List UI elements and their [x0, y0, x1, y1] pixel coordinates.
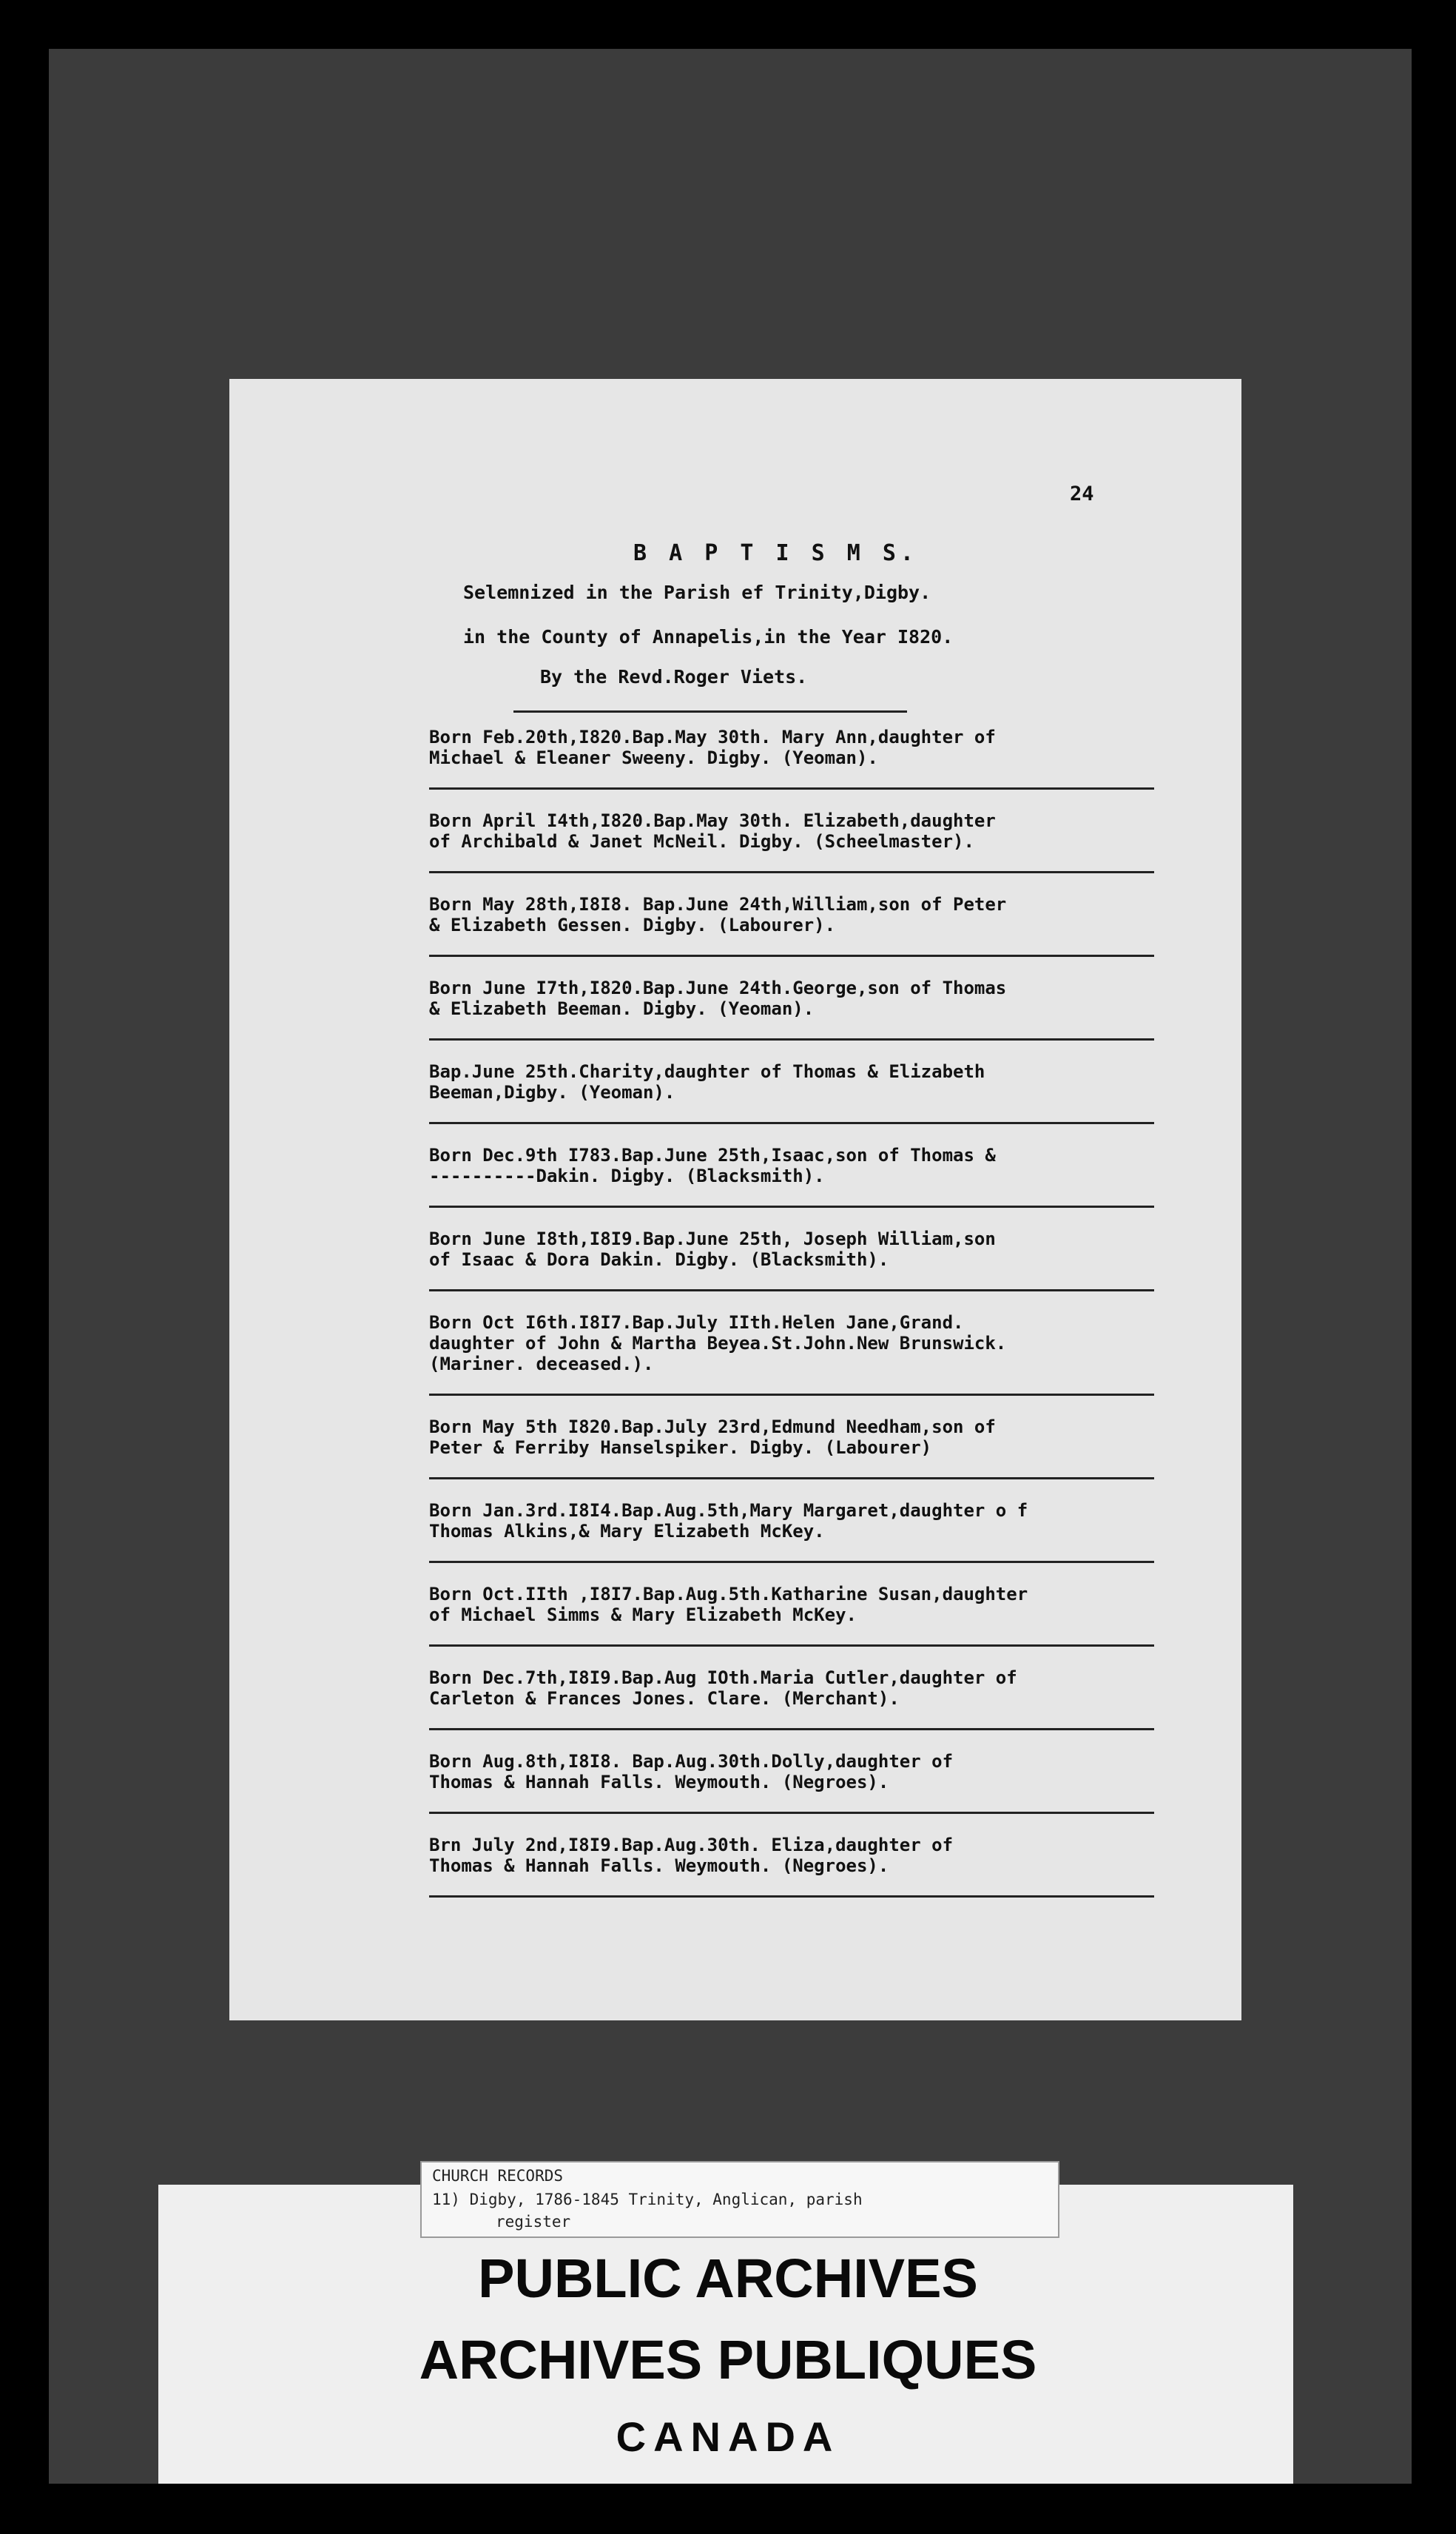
page-title: B A P T I S M S.: [633, 540, 918, 566]
entry-line: ----------Dakin. Digby. (Blacksmith).: [429, 1166, 825, 1186]
entry-line: Born May 28th,I8I8. Bap.June 24th,William,son of Peter: [429, 894, 1007, 915]
entry-line: (Mariner. deceased.).: [429, 1354, 654, 1374]
heading-officiant: By the Revd.Roger Viets.: [540, 666, 808, 688]
entry-divider: [429, 1895, 1154, 1898]
entry-divider: [429, 871, 1154, 873]
heading-county: in the County of Annapelis,in the Year I820.: [463, 626, 954, 648]
entry-divider: [429, 1289, 1154, 1291]
archive-country: CANADA: [616, 2413, 840, 2460]
entry-divider: [429, 1477, 1154, 1479]
entry-line: Born Oct.IIth ,I8I7.Bap.Aug.5th.Katharine Susan,daughter: [429, 1584, 1028, 1604]
baptism-entry: [429, 1309, 1154, 1414]
entry-line: Born April I4th,I820.Bap.May 30th. Elizabeth,daughter: [429, 810, 996, 831]
entry-divider: [429, 1561, 1154, 1563]
heading-parish: Selemnized in the Parish ef Trinity,Digby.: [463, 582, 931, 603]
page-number: 24: [1070, 483, 1094, 505]
entry-line: Peter & Ferriby Hanselspiker. Digby. (Labourer): [429, 1437, 932, 1458]
tag-category: CHURCH RECORDS: [432, 2167, 564, 2185]
baptism-entry: [429, 1142, 1154, 1226]
entry-line: Brn July 2nd,I8I9.Bap.Aug.30th. Eliza,daughter of: [429, 1835, 954, 1855]
record-tag: [420, 2161, 1059, 2238]
entry-line: of Michael Simms & Mary Elizabeth McKey.: [429, 1604, 857, 1625]
entry-line: Born June I7th,I820.Bap.June 24th.George,son of Thomas: [429, 978, 1007, 998]
entry-line: Beeman,Digby. (Yeoman).: [429, 1082, 675, 1103]
baptism-entry: [429, 891, 1154, 975]
entry-line: of Isaac & Dora Dakin. Digby. (Blacksmith).: [429, 1249, 889, 1270]
entry-line: Born Dec.9th I783.Bap.June 25th,Isaac,son of Thomas &: [429, 1145, 996, 1166]
entry-line: Michael & Eleaner Sweeny. Digby. (Yeoman).: [429, 747, 878, 768]
entry-divider: [429, 1122, 1154, 1124]
entry-line: & Elizabeth Beeman. Digby. (Yeoman).: [429, 998, 815, 1019]
entry-line: Carleton & Frances Jones. Clare. (Merchant).: [429, 1688, 900, 1709]
archive-name-fr: ARCHIVES PUBLIQUES: [419, 2329, 1037, 2390]
entry-line: Thomas & Hannah Falls. Weymouth. (Negroes).: [429, 1772, 889, 1792]
entry-divider: [429, 1038, 1154, 1041]
entry-divider: [429, 1644, 1154, 1647]
baptism-entry: [429, 1497, 1154, 1581]
entry-line: Born Oct I6th.I8I7.Bap.July IIth.Helen Jane,Grand.: [429, 1312, 964, 1333]
entry-divider: [429, 1206, 1154, 1208]
entry-line: Born Aug.8th,I8I8. Bap.Aug.30th.Dolly,daughter of: [429, 1751, 954, 1772]
entry-line: daughter of John & Martha Beyea.St.John.New Brunswick.: [429, 1333, 1007, 1354]
baptism-entry: [429, 1832, 1154, 1915]
entry-divider: [429, 1728, 1154, 1730]
entry-line: Thomas & Hannah Falls. Weymouth. (Negroes).: [429, 1855, 889, 1876]
entry-divider: [429, 787, 1154, 790]
entry-line: Born Dec.7th,I8I9.Bap.Aug IOth.Maria Cutler,daughter of: [429, 1667, 1017, 1688]
heading-divider: [513, 710, 907, 713]
entry-line: Born May 5th I820.Bap.July 23rd,Edmund Needham,son of: [429, 1416, 996, 1437]
baptism-entry: [429, 975, 1154, 1058]
tag-description-cont: register: [496, 2213, 571, 2231]
entry-line: of Archibald & Janet McNeil. Digby. (Scheelmaster).: [429, 831, 974, 852]
entry-divider: [429, 955, 1154, 957]
baptism-entry: [429, 1414, 1154, 1497]
baptism-entry: [429, 1664, 1154, 1748]
entry-line: Born Jan.3rd.I8I4.Bap.Aug.5th,Mary Margaret,daughter o f: [429, 1500, 1028, 1521]
entry-line: & Elizabeth Gessen. Digby. (Labourer).: [429, 915, 836, 935]
archive-name-en: PUBLIC ARCHIVES: [478, 2248, 978, 2309]
baptism-entry: [429, 807, 1154, 891]
baptism-entries: [429, 724, 1154, 1915]
entry-line: Thomas Alkins,& Mary Elizabeth McKey.: [429, 1521, 825, 1542]
baptism-entry: [429, 1058, 1154, 1142]
baptism-entry: [429, 1748, 1154, 1832]
baptism-entry: [429, 724, 1154, 807]
entry-line: Born June I8th,I8I9.Bap.June 25th, Joseph William,son: [429, 1229, 996, 1249]
entry-line: Bap.June 25th.Charity,daughter of Thomas & Elizabeth: [429, 1061, 985, 1082]
entry-divider: [429, 1394, 1154, 1396]
entry-line: Born Feb.20th,I820.Bap.May 30th. Mary Ann,daughter of: [429, 727, 996, 747]
baptism-entry: [429, 1226, 1154, 1309]
tag-description: 11) Digby, 1786-1845 Trinity, Anglican, parish: [432, 2191, 863, 2208]
baptism-entry: [429, 1581, 1154, 1664]
entry-divider: [429, 1812, 1154, 1814]
